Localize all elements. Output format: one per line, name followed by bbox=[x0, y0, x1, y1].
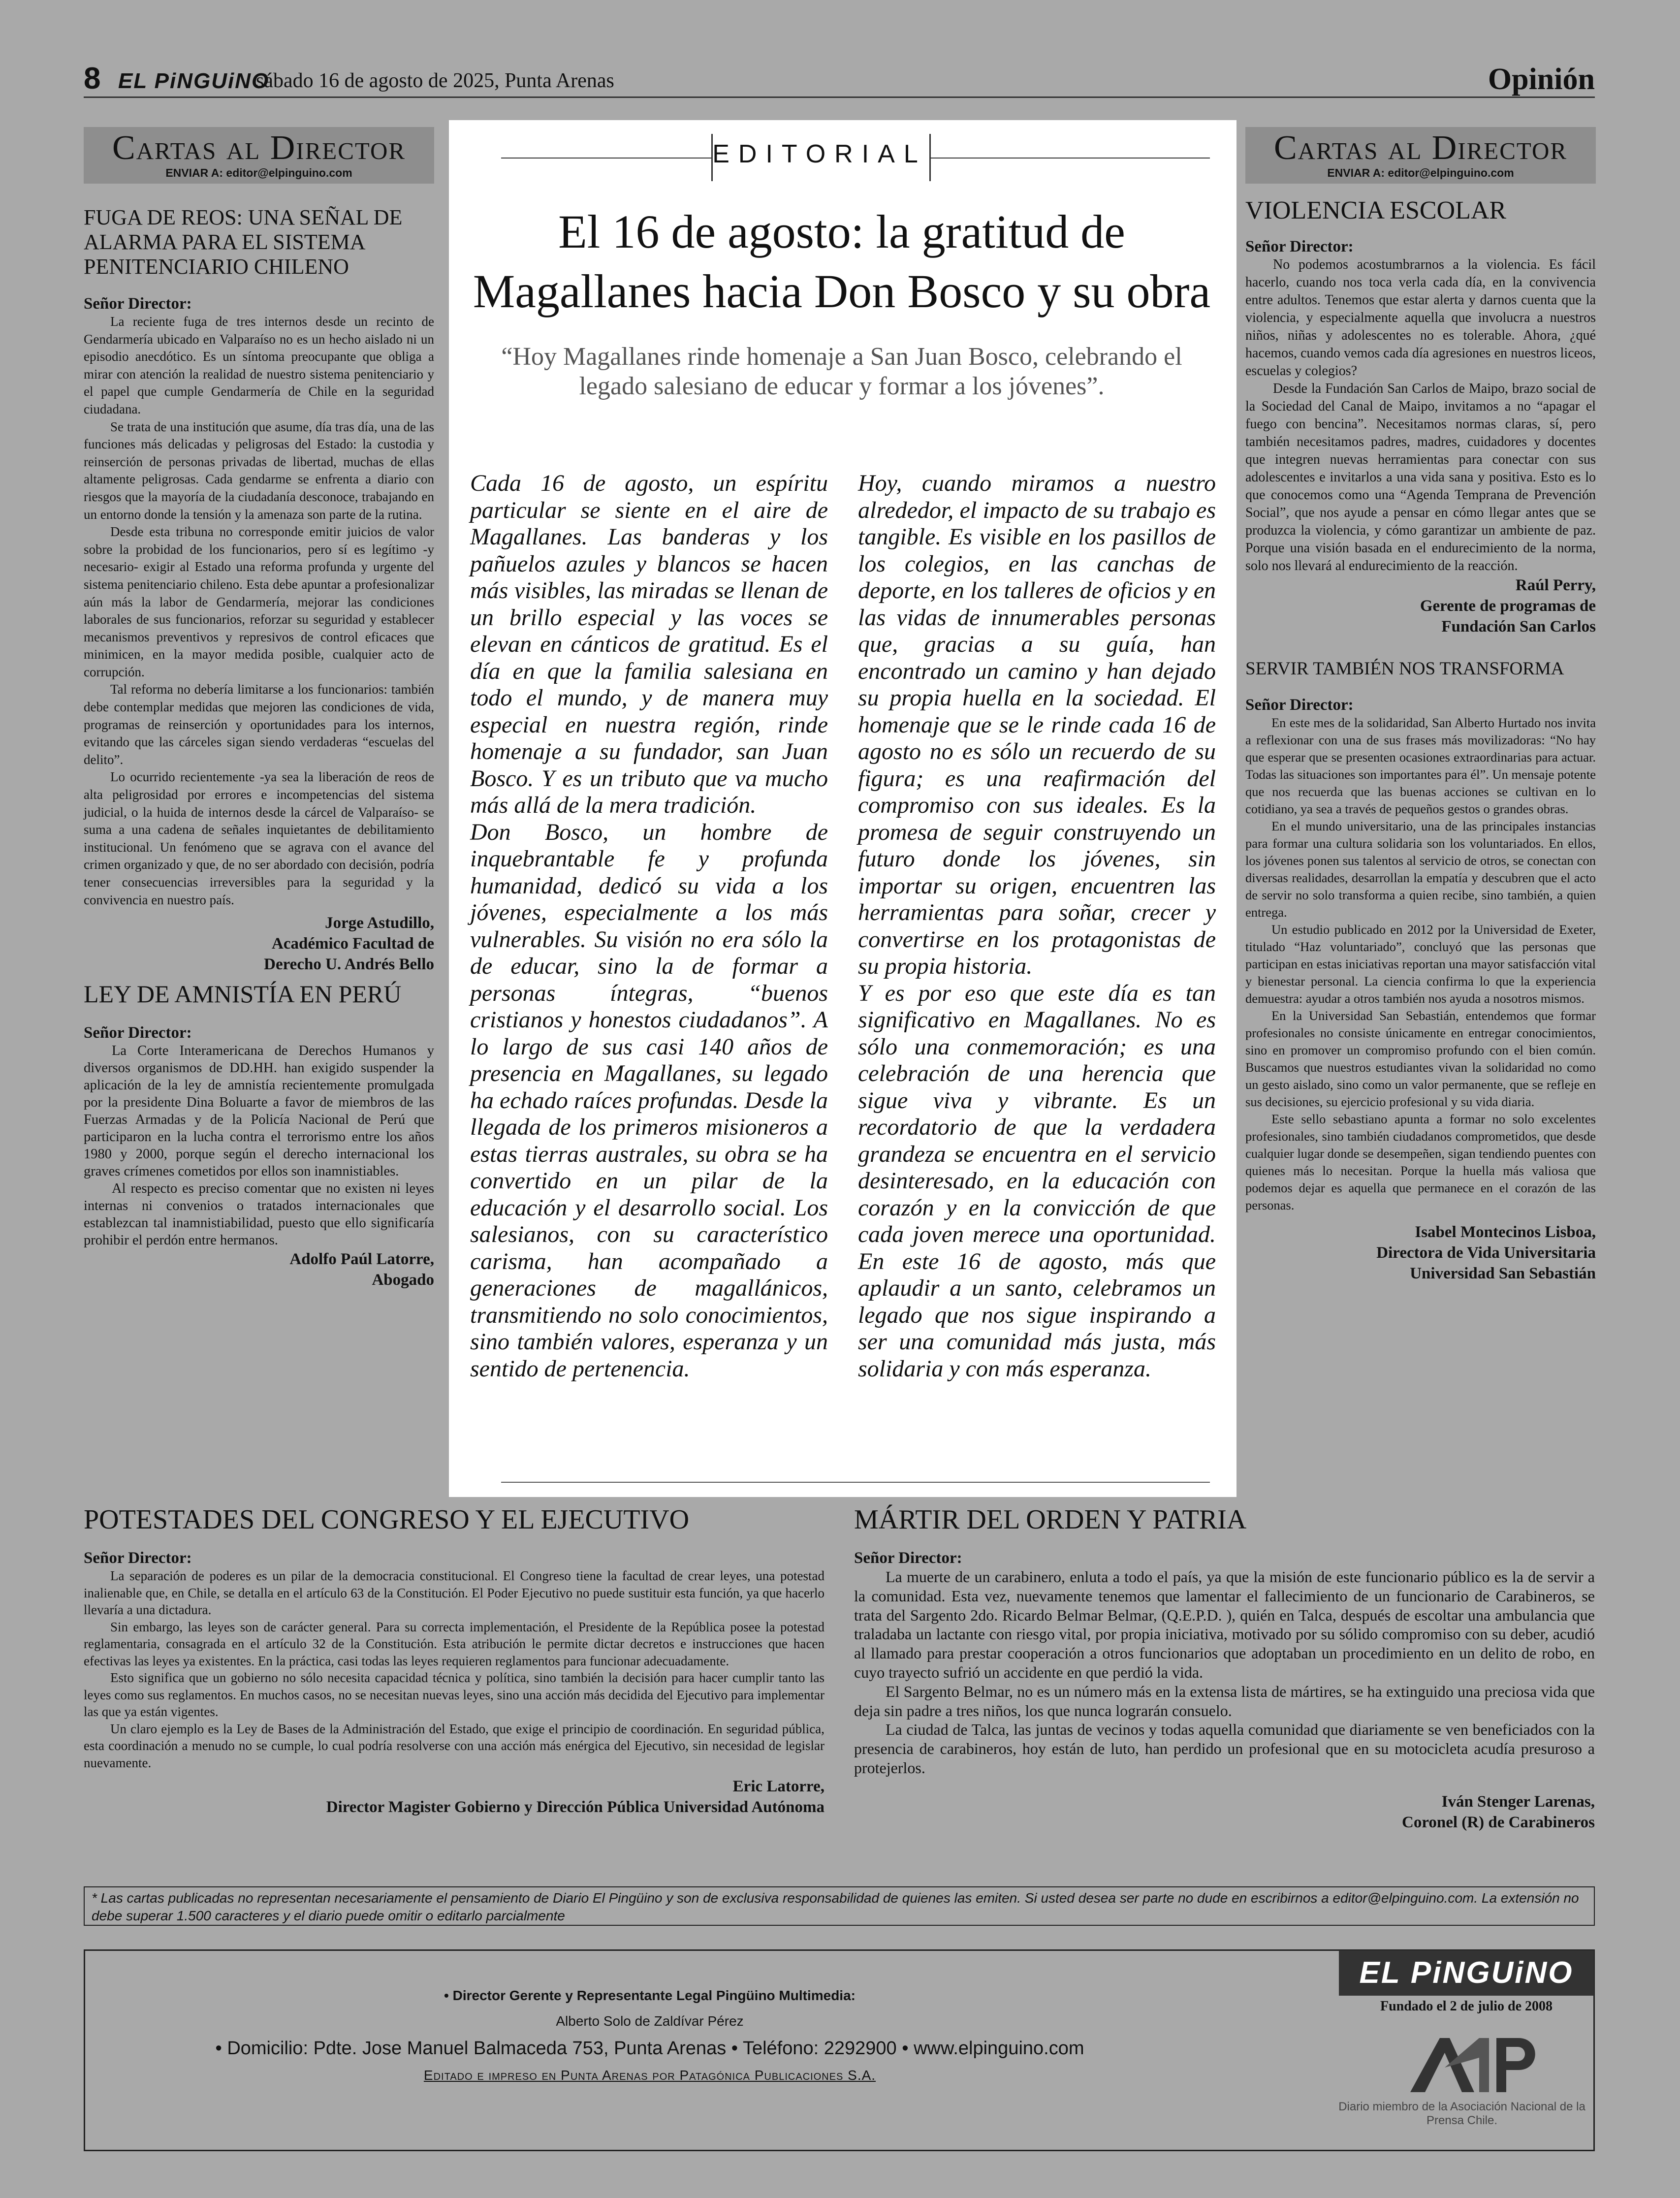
paragraph: La ciudad de Talca, las juntas de vecinos y todas aquella comunidad que diariamente se ven beneficiados con la presencia de carabineros, hoy están de luto, han perdido un profesional que en su motocicleta acudía presuroso a protejerlos. bbox=[854, 1720, 1595, 1777]
letter-body bbox=[84, 1567, 824, 1771]
paragraph: La muerte de un carabinero, enluta a todo el país, ya que la misión de este funcionario público es la de servir a la comunidad. Esta vez, nuevamente tenemos que lamentar el fallecimiento de un funcionario de Carabineros, se trata del Sargento 2do. Ricardo Belmar Belmar, (Q.E.P.D. ), quién en Talca, después de escoltar una ambulancia que traladaba un lactante con riesgo vital, por propia iniciativa, motivado por su sólido compromiso con su deber, acudió al llamado para prestar cooperación a otros funcionarios que adoptaban un procedimiento en un delito de robo, en cuyo trayecto sufrió un accidente en que perdió la vida. bbox=[854, 1568, 1595, 1681]
cartas-email: ENVIAR A: editor@elpinguino.com bbox=[165, 166, 352, 179]
header-brand: EL PiNGUiNO bbox=[118, 69, 270, 93]
letter-signature bbox=[84, 1776, 824, 1817]
signature-line: Iván Stenger Larenas, bbox=[1441, 1792, 1595, 1811]
paragraph: Lo ocurrido recientemente -ya sea la liberación de reos de alta peligrosidad por errores e incompetencias del sistema judicial, o la huida de internos desde la cárcel de Valparaíso- se suma a una cadena de señales inquietantes de debilitamiento institucional. Un fenómeno que se agrava con el avance del crimen organizado y que, de no ser abordado con decisión, podría tener consecuencias irreversibles para la seguridad y la convivencia en nuestro país. bbox=[84, 769, 434, 907]
header-rule bbox=[84, 96, 1595, 98]
letter-body bbox=[854, 1567, 1595, 1778]
letter-signature bbox=[1245, 1222, 1596, 1284]
paragraph: Esto significa que un gobierno no sólo necesita capacidad técnica y política, sino también la decisión para hacer cumplir tanto las leyes como sus reglamentos. En muchos casos, no se necesitan nuevas leyes, sino una acción más decidida del Ejecutivo para implementar las que ya están vigentes. bbox=[84, 1670, 824, 1719]
letter-title: MÁRTIR DEL ORDEN Y PATRIA bbox=[854, 1504, 1247, 1535]
paragraph: Desde esta tribuna no corresponde emitir juicios de valor sobre la probidad de los funcionarios, pero sí es legítimo -y necesario- exigir al Estado una reforma profunda y urgente del sistema penitenciario chileno. Esta debe apuntar a profesionalizar aún más la labor de Gendarmería, mejorar las condiciones laborales de sus funcionarios, reforzar su seguridad y establecer mecanismos preventivos y represivos de control eficaces que minimicen, en la mayor medida posible, cualquier acto de corrupción. bbox=[84, 524, 434, 679]
anp-logo-icon bbox=[1400, 2028, 1548, 2097]
paragraph: La separación de poderes es un pilar de la democracia constitucional. El Congreso tiene la facultad de crear leyes, una potestad inalienable que, en Chile, se detalla en el artículo 63 de la Constitución. El Poder Ejecutivo no puede sustituir esta función, ya que hacerlo llevaría a una dictadura. bbox=[84, 1568, 824, 1617]
cartas-header-left bbox=[84, 127, 434, 184]
paragraph: Sin embargo, las leyes son de carácter general. Para su correcta implementación, el Presidente de la República posee la potestad reglamentaria, consagrada en el artículo 32 de la Constitución. Esta atribución le permite dictar decretos e instrucciones que hacen efectivas las leyes ya existentes. En la práctica, casi todas las leyes requieren reglamentos para funcionar adecuadamente. bbox=[84, 1619, 824, 1668]
letter-violencia-escolar bbox=[1245, 198, 1596, 637]
footer-printed-by: Editado e impreso en Punta Arenas por Patagónica Publicaciones S.A. bbox=[423, 2068, 876, 2083]
disclaimer: * Las cartas publicadas no representan necesariamente el pensamiento de Diario El Pingüino y son de exclusiva responsabilidad de quienes las emiten. Si usted desea ser parte no dude en escribirnos a editor@elpinguino.com. La extensión no debe superar 1.500 caracteres y el diario puede omitir o editarlo parcialmente bbox=[84, 1886, 1595, 1926]
editorial-quote: “Hoy Magallanes rinde homenaje a San Juan Bosco, celebrando el legado salesiano de educar y formar a los jóvenes”. bbox=[501, 343, 1182, 400]
letter-salutation: Señor Director: bbox=[1245, 696, 1354, 714]
letter-ley-amnistia bbox=[84, 982, 434, 1290]
letter-title: POTESTADES DEL CONGRESO Y EL EJECUTIVO bbox=[84, 1504, 690, 1535]
editorial-paragraph: Y es por eso que este día es tan significativo en Magallanes. No es sólo una conmemoración; es una celebración de una herencia que sigue viva y vibrante. Es un recordatorio de que la verdadera grandeza se encuentra en el servicio desinteresado, en la educación con corazón y en la convicción de que cada joven merece una oportunidad. En este 16 de agosto, más que aplaudir a un santo, celebramos un legado que nos sigue inspirando a ser una comunidad más justa, más solidaria y con más esperanza. bbox=[858, 980, 1216, 1382]
paragraph: Un estudio publicado en 2012 por la Universidad de Exeter, titulado “Haz voluntariado”, concluyó que las personas que participan en estas iniciativas reportan una mayor satisfacción vital y bienestar personal. La ciencia confirma lo que la experiencia demuestra: ayudar a otros también nos ayuda a nosotros mismos. bbox=[1245, 922, 1596, 1006]
editorial-bottom-rule bbox=[501, 1482, 1210, 1483]
editorial-title bbox=[473, 202, 1211, 321]
signature-line: Eric Latorre, bbox=[732, 1778, 824, 1795]
letter-title: SERVIR TAMBIÉN NOS TRANSFORMA bbox=[1245, 659, 1564, 679]
letter-salutation: Señor Director: bbox=[854, 1549, 962, 1567]
signature-line: Fundación San Carlos bbox=[1441, 618, 1596, 636]
editorial-paragraph: Don Bosco, un hombre de inquebrantable fe y profunda humanidad, dedicó su vida a los jóvenes, especialmente a los más vulnerables. Su visión no era sólo la de educar, sino la de formar a personas íntegras, “buenos cristianos y honestos ciudadanos”. A lo largo de sus casi 140 años de presencia en Magallanes, su legado ha echado raíces profundas. Desde la llegada de los primeros misioneros a estas tierras australes, su obra se ha convertido en un pilar de la educación y el desarrollo social. Los salesianos, con su característico carisma, han acompañado a generaciones de magallánicos, transmitiendo no solo conocimientos, sino también valores, esperanza y un sentido de pertenencia. bbox=[470, 819, 828, 1382]
paragraph: No podemos acostumbrarnos a la violencia. Es fácil hacerlo, cuando nos toca verla cada día, en la convivencia entre adultos. Tenemos que estar alerta y darnos cuenta que la violencia, y especialmente aquella que involucra a nuestros niños, niñas y adolescentes no es tolerable. Ahora, ¿qué hacemos, cuando vemos cada día agresiones en nuestros liceos, escuelas y colegios? bbox=[1245, 257, 1596, 379]
paragraph: La Corte Interamericana de Derechos Humanos y diversos organismos de DD.HH. han exigido suspender la aplicación de la ley de amnistía recientemente promulgada por la presidente Dina Boluarte a favor de miembros de las Fuerzas Armadas y de la Policía Nacional de Perú que participaron en la lucha contra el terrorismo entre los años 1980 y 2000, porque según el derecho internacional los graves crímenes cometidos por ellos son inamnistiables. bbox=[84, 1043, 434, 1179]
signature-line: Gerente de programas de bbox=[1420, 597, 1596, 615]
editorial-column-2 bbox=[858, 470, 1216, 1382]
letter-salutation: Señor Director: bbox=[84, 295, 192, 313]
cartas-title: Cartas al Director bbox=[112, 129, 406, 167]
paragraph: El Sargento Belmar, no es un número más en la extensa lista de mártires, se ha extinguido una preciosa vida que deja sin padre a tres niños, los que nunca lograrán consuelo. bbox=[854, 1682, 1595, 1720]
left-column bbox=[84, 127, 434, 1290]
signature-line: Abogado bbox=[372, 1271, 434, 1289]
letter-salutation: Señor Director: bbox=[1245, 238, 1354, 255]
signature-line: Adolfo Paúl Latorre, bbox=[289, 1250, 434, 1269]
letter-body bbox=[84, 1042, 434, 1249]
footer-brand-logo: EL PiNGUiNO bbox=[1339, 1950, 1594, 1996]
editorial-title-line: El 16 de agosto: la gratitud de bbox=[558, 205, 1125, 258]
paragraph: Se trata de una institución que asume, día tras día, una de las funciones más delicadas y peligrosas del Estado: la custodia y reinserción de personas privadas de libertad, muchas de ellas altamente peligrosas. Cada gendarme se enfrenta a diario con riesgos que la mayoría de la ciudadanía desconoce, trabajando en un entorno donde la tensión y la amenaza son parte de la rutina. bbox=[84, 419, 434, 522]
letter-signature bbox=[854, 1791, 1595, 1833]
letter-title: VIOLENCIA ESCOLAR bbox=[1245, 196, 1507, 224]
signature-line: Director Magister Gobierno y Dirección Pública Universidad Autónoma bbox=[326, 1798, 824, 1816]
anp-caption: Diario miembro de la Asociación Nacional de la Prensa Chile. bbox=[1338, 2100, 1585, 2127]
signature-line: Isabel Montecinos Lisboa, bbox=[1415, 1223, 1596, 1241]
footer-director-label: • Director Gerente y Representante Legal Pingüino Multimedia: bbox=[444, 1988, 856, 2003]
letter-salutation: Señor Director: bbox=[84, 1549, 192, 1567]
signature-line: Raúl Perry, bbox=[1515, 576, 1596, 594]
signature-line: Derecho U. Andrés Bello bbox=[264, 956, 434, 974]
letter-title: FUGA DE REOS: UNA SEÑAL DE ALARMA PARA EL SISTEMA PENITENCIARIO CHILENO bbox=[84, 205, 403, 279]
paragraph: En la Universidad San Sebastián, entendemos que formar profesionales no consiste únicamente en entregar conocimientos, sino en promover un compromiso profundo con el bien común. Buscamos que nuestros estudiantes vivan la solidaridad no como un gesto aislado, sino como un valor permanente, que se refleje en sus decisiones, su ejercicio profesional y su vida diaria. bbox=[1245, 1008, 1596, 1109]
paragraph: Desde la Fundación San Carlos de Maipo, brazo social de la Sociedad del Canal de Maipo, invitamos a no “apagar el fuego con bencina”. Necesitamos normas claras, sí, pero también necesitamos padres, madres, cuidadores y docentes que integren nuevas herramientas para conectar con sus adolescentes e invitarlos a una vida sana y positiva. Esto es lo que conocemos como una “Agenda Temprana de Prevención Social”, que nos ayude a pensar en cómo llegar antes que se produzca la violencia, y cómo garantizar un ambiente de paz. Porque una visión basada en el endurecimiento de la norma, solo nos llevará al endurecimiento de la reacción. bbox=[1245, 381, 1596, 573]
right-column bbox=[1245, 127, 1596, 1284]
paragraph: En el mundo universitario, una de las principales instancias para formar una cultura solidaria son los voluntariados. En ellos, los jóvenes ponen sus talentos al servicio de otros, se conectan con diversas realidades, desarrollan la empatía y descubren que el acto de servir no solo transforma a quien recibe, sino también, a quien entrega. bbox=[1245, 819, 1596, 920]
signature-line: Académico Facultad de bbox=[272, 935, 434, 953]
letter-martir bbox=[854, 1504, 1595, 1833]
letter-title: LEY DE AMNISTÍA EN PERÚ bbox=[84, 980, 402, 1008]
editorial-title-line: Magallanes hacia Don Bosco y su obra bbox=[473, 265, 1211, 318]
signature-line: Jorge Astudillo, bbox=[325, 914, 434, 932]
paragraph: Al respecto es preciso comentar que no existen ni leyes internas ni convenios o tratados internacionales que establezcan tal inamnistiabilidad, puesto que ello significaría prohibir el perdón entre hermanos. bbox=[84, 1181, 434, 1248]
paragraph: La reciente fuga de tres internos desde un recinto de Gendarmería ubicado en Valparaíso no es un hecho aislado ni un episodio anecdótico. Es un síntoma preocupante que obliga a mirar con atención la realidad de nuestro sistema penitenciario y el papel que cumple Gendarmería de Chile en la seguridad ciudadana. bbox=[84, 314, 434, 416]
editorial-label: EDITORIAL bbox=[712, 140, 927, 168]
letter-signature bbox=[1245, 575, 1596, 637]
letter-signature bbox=[84, 1249, 434, 1290]
paragraph: En este mes de la solidaridad, San Alberto Hurtado nos invita a reflexionar con una de sus frases más movilizadoras: “No hay que esperar que se presenten ocasiones extraordinarias para actuar. Todas las situaciones son importantes para él”. Un mensaje potente que nos recuerda que las buenas acciones se cultivan en lo cotidiano, ya sea a través de pequeños gestos o grandes obras. bbox=[1245, 715, 1596, 816]
paragraph: Un claro ejemplo es la Ley de Bases de la Administración del Estado, que exige el principio de coordinación. En seguridad pública, esta coordinación a menudo no se cumple, lo cual podría resolverse con una acción más enérgica del Ejecutivo, sin necesidad de legislar nuevamente. bbox=[84, 1721, 824, 1770]
cartas-title: Cartas al Director bbox=[1273, 129, 1568, 167]
letter-body bbox=[84, 313, 434, 909]
paragraph: Tal reforma no debería limitarse a los funcionarios: también debe contemplar medidas que mejoren las condiciones de vida, programas de reinserción y oportunidades para los internos, evitando que las cárceles sigan siendo verdaderas “escuelas del delito”. bbox=[84, 682, 434, 767]
cartas-header-right bbox=[1245, 127, 1596, 184]
letter-servir-tambien bbox=[1245, 657, 1596, 1284]
footer-founded: Fundado el 2 de julio de 2008 bbox=[1380, 1999, 1553, 2014]
editorial-column-1 bbox=[470, 470, 828, 1382]
paragraph: Este sello sebastiano apunta a formar no solo excelentes profesionales, sino también ciudadanos comprometidos, que desde cualquier lugar donde se desempeñen, sigan tendiendo puentes con quienes más lo necesitan. Porque la huella más valiosa que podemos dejar es aquella que permanece en el corazón de las personas. bbox=[1245, 1112, 1596, 1212]
letter-body bbox=[1245, 256, 1596, 575]
letter-fuga-de-reos bbox=[84, 205, 434, 975]
signature-line: Directora de Vida Universitaria bbox=[1376, 1244, 1596, 1262]
signature-line: Coronel (R) de Carabineros bbox=[1401, 1813, 1595, 1831]
letter-body bbox=[1245, 714, 1596, 1214]
letter-signature bbox=[84, 913, 434, 975]
page-number: 8 bbox=[84, 62, 101, 96]
section-title: Opinión bbox=[1488, 63, 1595, 96]
editorial-paragraph: Cada 16 de agosto, un espíritu particular se siente en el aire de Magallanes. Las banderas y los pañuelos azules y blancos se hacen más visibles, las miradas se llenan de un brillo especial y las voces se elevan en cánticos de gratitud. Es el día en que la familia salesiana en todo el mundo, y de manera muy especial en nuestra región, rinde homenaje a su fundador, san Juan Bosco. Y es un tributo que va mucho más allá de la mera tradición. bbox=[470, 470, 828, 818]
letter-salutation: Señor Director: bbox=[84, 1024, 192, 1042]
footer-address: • Domicilio: Pdte. Jose Manuel Balmaceda 753, Punta Arenas • Teléfono: 2292900 • www.elpinguino.com bbox=[215, 2038, 1084, 2059]
signature-line: Universidad San Sebastián bbox=[1410, 1265, 1596, 1282]
header-date: sábado 16 de agosto de 2025, Punta Arenas bbox=[256, 69, 614, 92]
cartas-email: ENVIAR A: editor@elpinguino.com bbox=[1327, 166, 1514, 179]
editorial-paragraph: Hoy, cuando miramos a nuestro alrededor, el impacto de su trabajo es tangible. Es visible en los pasillos de los colegios, en las canchas de deporte, en los talleres de oficios y en las vidas de innumerables personas que, gracias a su guía, han encontrado un camino y han dejado su propia huella en la sociedad. El homenaje que se le rinde cada 16 de agosto no es sólo un recuerdo de su figura; es una reafirmación del compromiso con sus ideales. Es la promesa de seguir construyendo un futuro donde los jóvenes, sin importar su origen, encuentren las herramientas para soñar, crecer y convertirse en los protagonistas de su propia historia. bbox=[858, 470, 1216, 979]
letter-potestades bbox=[84, 1504, 824, 1817]
footer-director-name: Alberto Solo de Zaldívar Pérez bbox=[556, 2013, 744, 2029]
